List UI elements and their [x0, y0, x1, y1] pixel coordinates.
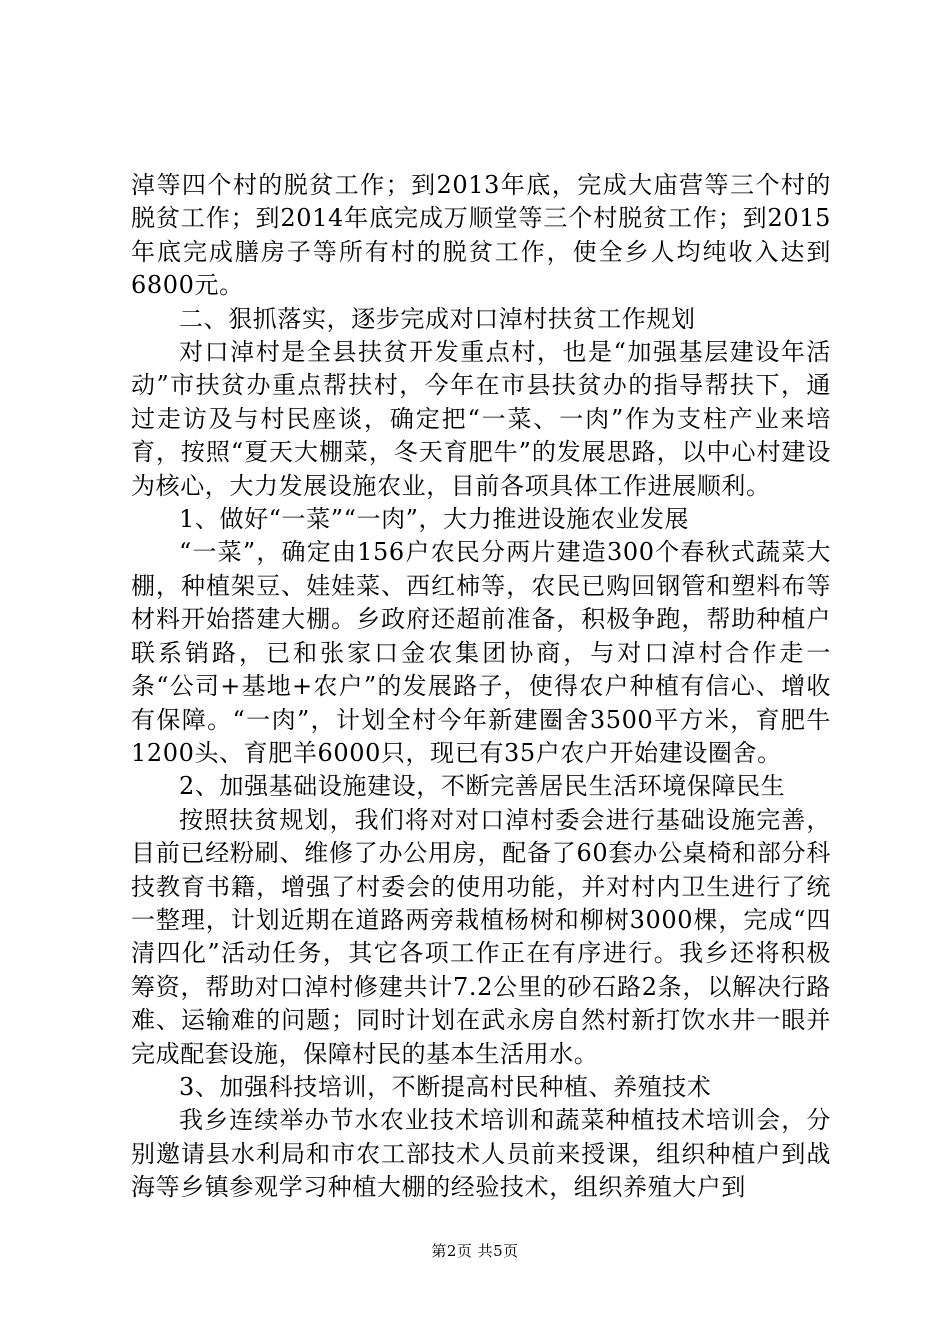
- document-body: [131, 169, 831, 1205]
- paragraph-infrastructure: 按照扶贫规划，我们将对对口淖村委会进行基础设施完善，目前已经粉刷、维修了办公用房，配备了60套办公桌椅和部分科技教育书籍，增强了村委会的使用功能，并对村内卫生进行了统一整理，计划近期在道路两旁栽植杨树和柳树3000棵，完成“四清四化”活动任务，其它各项工作正在有序进行。我乡还将积极筹资，帮助对口淖村修建共计7.2公里的砂石路2条，以解决行路难、运输难的问题；同时计划在武永房自然村新打饮水井一眼并完成配套设施，保障村民的基本生活用水。: [131, 805, 831, 1068]
- paragraph-village-overview: 对口淖村是全县扶贫开发重点村，也是“加强基层建设年活动”市扶贫办重点帮扶村，今年在市县扶贫办的指导帮扶下，通过走访及与村民座谈，确定把“一菜、一肉”作为支柱产业来培育，按照“夏天大棚菜，冬天育肥牛”的发展思路，以中心村建设为核心，大力发展设施农业，目前各项具体工作进展顺利。: [131, 338, 831, 500]
- subheading-1: 1、做好“一菜”“一肉”，大力推进设施农业发展: [179, 505, 690, 534]
- paragraph-training: 我乡连续举办节水农业技术培训和蔬菜种植技术培训会，分别邀请县水利局和市农工部技术人员前来授课，组织种植户到战海等乡镇参观学习种植大棚的经验技术，组织养殖大户到: [131, 1106, 831, 1202]
- section-heading-2: 二、狠抓落实，逐步完成对口淖村扶贫工作规划: [179, 304, 696, 333]
- page-footer: 第2页 共5页: [431, 1242, 519, 1260]
- paragraph-vegetable-meat: “一菜”，确定由156户农民分两片建造300个春秋式蔬菜大棚，种植架豆、娃娃菜、西红柿等，农民已购回钢管和塑料布等材料开始搭建大棚。乡政府还超前准备，积极争跑，帮助种植户联系销路，已和张家口金农集团协商，与对口淖村合作走一条“公司+基地+农户”的发展路子，使得农户种植有信心、增收有保障。“一肉”，计划全村今年新建圈舍3500平方米，育肥牛1200头、育肥羊6000只，现已有35户农户开始建设圈舍。: [131, 538, 831, 767]
- subheading-3: 3、加强科技培训，不断提高村民种植、养殖技术: [179, 1072, 712, 1101]
- subheading-2: 2、加强基础设施建设，不断完善居民生活环境保障民生: [179, 772, 786, 801]
- paragraph-continuation: 淖等四个村的脱贫工作；到2013年底，完成大庙营等三个村的脱贫工作；到2014年底完成万顺堂等三个村脱贫工作；到2015年底完成膳房子等所有村的脱贫工作，使全乡人均纯收入达到6800元。: [131, 171, 831, 300]
